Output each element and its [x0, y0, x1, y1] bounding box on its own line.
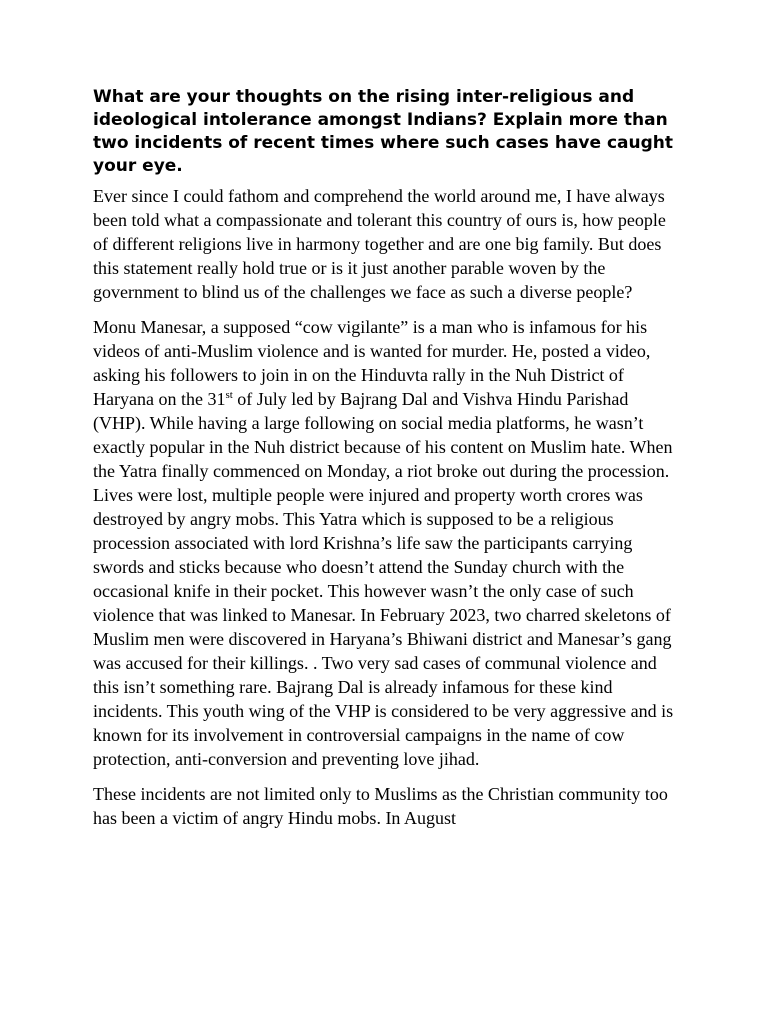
- paragraph-christian: These incidents are not limited only to Muslims as the Christian community too has been a victim of angry Hindu mobs. In August: [93, 784, 668, 828]
- question-heading: What are your thoughts on the rising inter-religious and ideological intolerance amongst Indians? Explain more than two incidents of recent times where such cases have caught your eye.: [93, 87, 674, 176]
- paragraph-intro: Ever since I could fathom and comprehend the world around me, I have always been told what a compassionate and tolerant this country of ours is, how people of different religions live in harmony together and are one big family. But does this statement really hold true or is it just another parable woven by the government to blind us of the challenges we face as such a diverse people?: [93, 186, 666, 302]
- document-page: [93, 86, 678, 841]
- paragraph-manesar-part1: Monu Manesar, a supposed “cow vigilante” is a man who is infamous for his videos of anti-Muslim violence and is wanted for murder. He, posted a video, asking his followers to join in on the Hinduvta rally in the Nuh District of Haryana on the 31: [93, 317, 651, 409]
- ordinal-suffix: st: [225, 389, 233, 401]
- paragraph-manesar: [93, 315, 678, 771]
- paragraph-manesar-part2: of July led by Bajrang Dal and Vishva Hindu Parishad (VHP). While having a large following on social media platforms, he wasn’t exactly popular in the Nuh district because of his content on Muslim hate. When the Yatra finally commenced on Monday, a riot broke out during the procession. Lives were lost, multiple people were injured and property worth crores was destroyed by angry mobs. This Yatra which is supposed to be a religious procession associated with lord Krishna’s life saw the participants carrying swords and sticks because who doesn’t attend the Sunday church with the occasional knife in their pocket. This however wasn’t the only case of such violence that was linked to Manesar. In February 2023, two charred skeletons of Muslim men were discovered in Haryana’s Bhiwani district and Manesar’s gang was accused for their killings. . Two very sad cases of communal violence and this isn’t something rare. Bajrang Dal is already infamous for these kind incidents. This youth wing of the VHP is considered to be very aggressive and is known for its involvement in controversial campaigns in the name of cow protection, anti-conversion and preventing love jihad.: [93, 389, 674, 769]
